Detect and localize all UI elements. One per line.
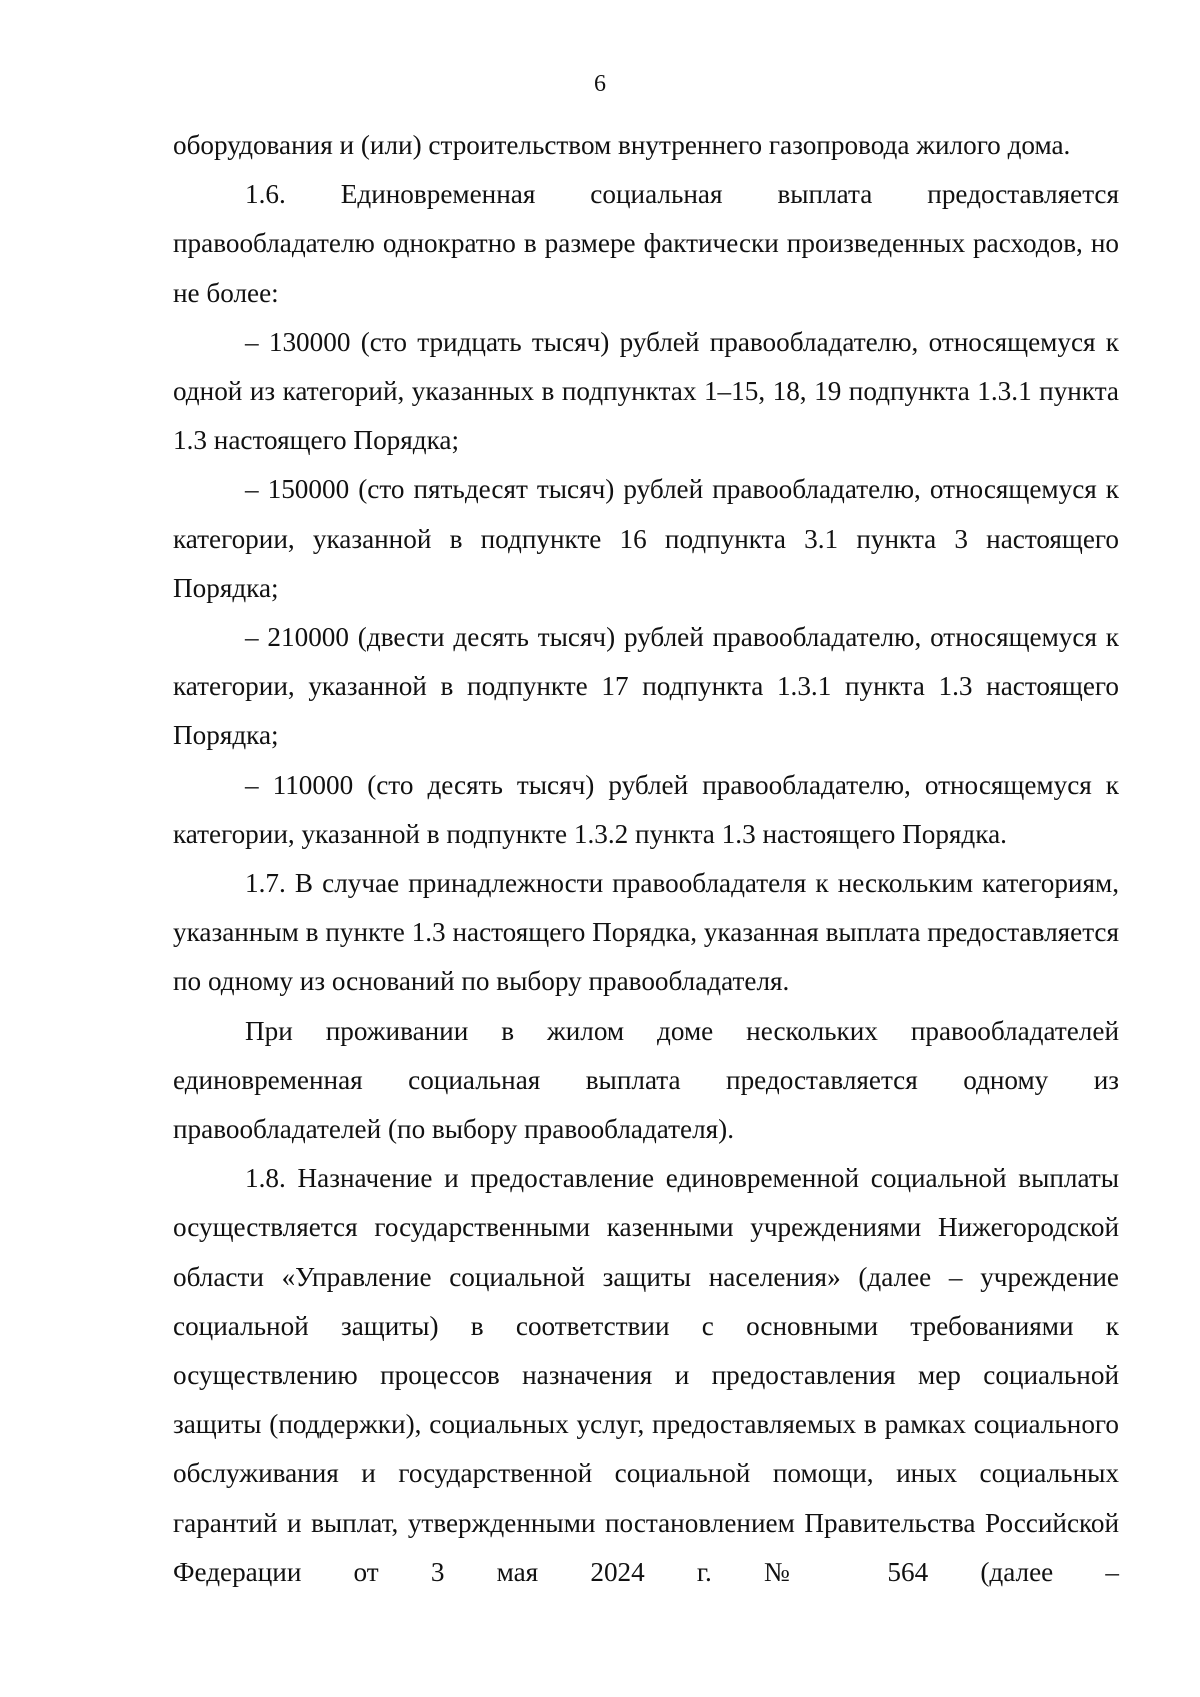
paragraph-payment-210000: – 210000 (двести десять тысяч) рублей правообладателю, относящемуся к категории, указанной в подпункте 17 подпункта 1.3.1 пункта 1.3 настоящего Порядка;: [173, 622, 1119, 751]
paragraph-1-8: 1.8. Назначение и предоставление единовременной социальной выплаты осуществляется государственными казенными учреждениями Нижегородской области «Управление социальной защиты населения» (далее – учреждение социальной защиты) в соответствии с основными требованиями к осуществлению процессов назначения и предоставления мер социальной защиты (поддержки), социальных услуг, предоставляемых в рамках социального обслуживания и государственной социальной помощи, иных социальных гарантий и выплат, утвержденными постановлением Правительства Российской Федерации от 3 мая 2024 г. № 564 (далее –: [173, 1163, 1119, 1587]
page-number: 6: [594, 71, 606, 97]
paragraph-payment-130000: – 130000 (сто тридцать тысяч) рублей правообладателю, относящемуся к одной из категорий, указанных в подпунктах 1–15, 18, 19 подпункта 1.3.1 пункта 1.3 настоящего Порядка;: [173, 326, 1119, 456]
paragraph-1-6: 1.6. Единовременная социальная выплата предоставляется правообладателю однократно в размере фактически произведенных расходов, но не более:: [173, 179, 1119, 308]
paragraph-multiple-owners: При проживании в жилом доме нескольких правообладателей единовременная социальная выплата предоставляется одному из правообладателей (по выбору правообладателя).: [173, 1015, 1119, 1145]
document-body: [173, 121, 1119, 1597]
paragraph-1-5-continuation: оборудования и (или) строительством внутреннего газопровода жилого дома.: [173, 130, 1071, 160]
paragraph-payment-110000: – 110000 (сто десять тысяч) рублей правообладателю, относящемуся к категории, указанной в подпункте 1.3.2 пункта 1.3 настоящего Порядка.: [173, 769, 1119, 849]
paragraph-1-7: 1.7. В случае принадлежности правообладателя к нескольким категориям, указанным в пункте 1.3 настоящего Порядка, указанная выплата предоставляется по одному из оснований по выбору правообладателя.: [173, 868, 1119, 997]
paragraph-payment-150000: – 150000 (сто пятьдесят тысяч) рублей правообладателю, относящемуся к категории, указанной в подпункте 16 подпункта 3.1 пункта 3 настоящего Порядка;: [173, 474, 1119, 603]
